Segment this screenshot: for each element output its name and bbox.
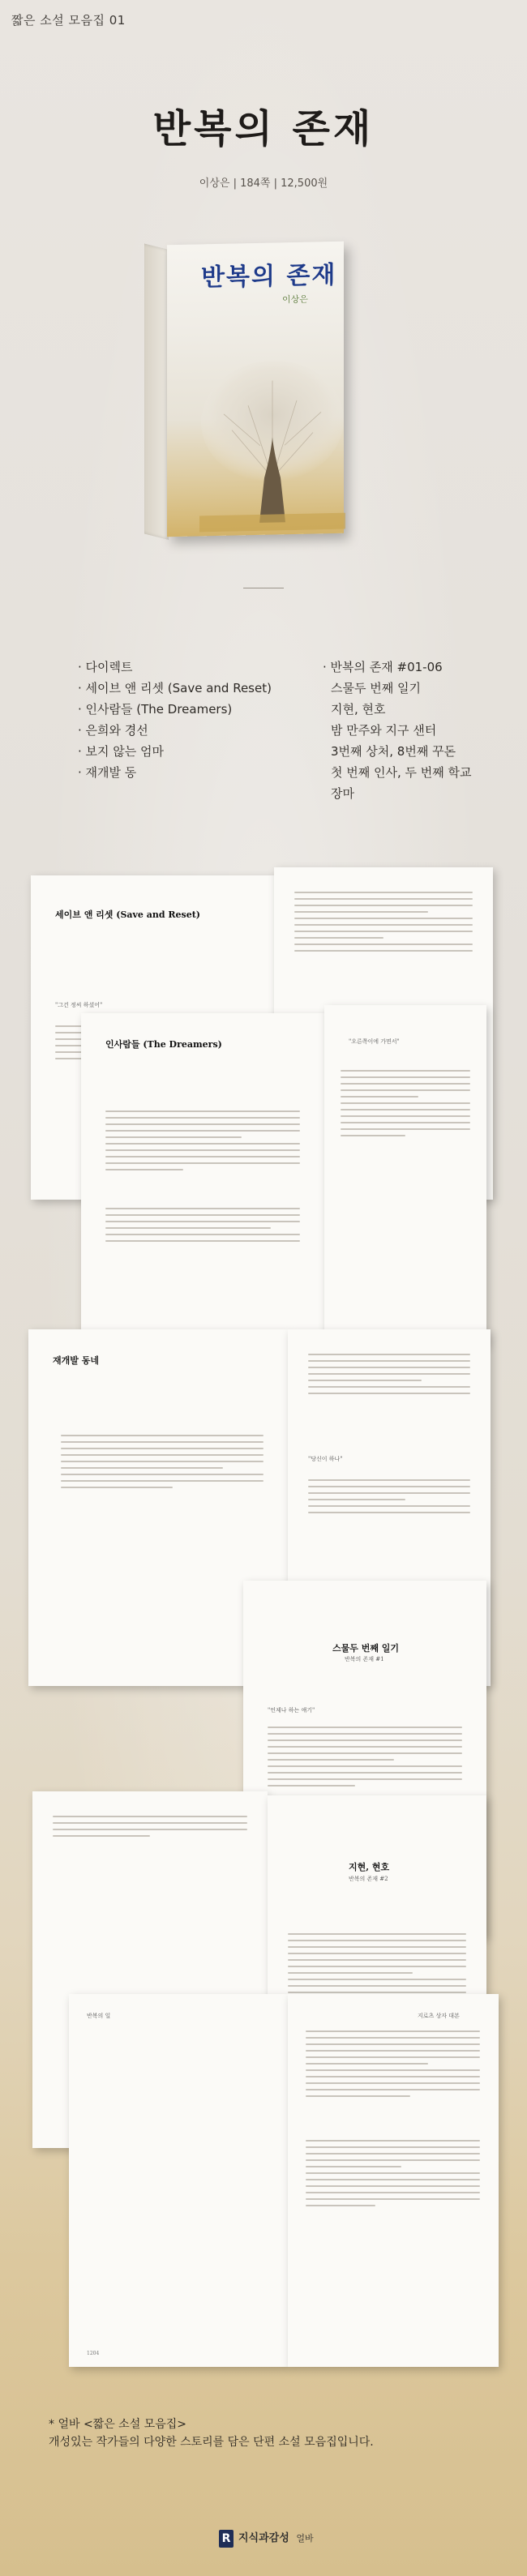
sample-page bbox=[324, 1005, 486, 1346]
page-running-head: 반복의 일 bbox=[87, 2013, 111, 2019]
page-number: 1204 bbox=[87, 2351, 100, 2356]
page-text-lines bbox=[341, 1070, 470, 1141]
page-quote: "그건 정씨 하셨어" bbox=[55, 1002, 103, 1008]
list-item: 첫 번째 인사, 두 번째 학교 bbox=[331, 765, 472, 780]
publisher-name: 지식과감성 bbox=[238, 2532, 289, 2544]
book-meta: 이상은 | 184쪽 | 12,500원 bbox=[199, 178, 328, 190]
page-text-lines bbox=[308, 1354, 470, 1399]
list-item: · 은희와 경선 bbox=[78, 723, 148, 738]
list-item: · 인사람들 (The Dreamers) bbox=[78, 702, 233, 717]
list-item: 밤 만주와 지구 샌터 bbox=[331, 723, 437, 738]
list-item: 지현, 현호 bbox=[331, 702, 386, 717]
page-heading: 세이브 앤 리셋 (Save and Reset) bbox=[55, 909, 201, 920]
footer-note-title: * 얼바 <짧은 소설 모음집> bbox=[49, 2418, 186, 2431]
publisher-logo bbox=[219, 2529, 314, 2548]
list-item: · 보지 않는 엄마 bbox=[78, 744, 165, 759]
page-text-lines bbox=[308, 1479, 470, 1518]
list-item: · 재개발 동 bbox=[78, 765, 137, 780]
list-item: 스물두 번째 일기 bbox=[331, 681, 421, 695]
page-running-head: 지로츠 상자 대본 bbox=[418, 2013, 460, 2019]
page-text-lines bbox=[105, 1110, 300, 1175]
publisher-logo-icon: R bbox=[219, 2530, 234, 2548]
footer-note-body: 개성있는 작가들의 다양한 스토리를 담은 단편 소설 모음집입니다. bbox=[49, 2436, 374, 2449]
tree-illustration-icon bbox=[199, 355, 345, 533]
cover-author: 이상은 bbox=[282, 293, 308, 306]
page-title: 반복의 존재 bbox=[152, 106, 375, 152]
page-quote: "당신이 하나" bbox=[308, 1456, 343, 1462]
page-text-lines bbox=[61, 1435, 264, 1493]
page-subheading: 반복의 존재 #1 bbox=[345, 1656, 384, 1662]
contents-list-left bbox=[78, 657, 272, 783]
book-spine bbox=[144, 244, 169, 540]
page-text-lines bbox=[268, 1727, 462, 1791]
list-item: · 세이브 앤 리셋 (Save and Reset) bbox=[78, 681, 272, 695]
page-heading: 재개발 동네 bbox=[53, 1355, 99, 1366]
series-label: 짧은 소설 모음집 01 bbox=[11, 13, 126, 28]
list-item: · 다이렉트 bbox=[78, 660, 133, 674]
page-heading: 인사람들 (The Dreamers) bbox=[105, 1039, 222, 1050]
page-heading: 지현, 현호 bbox=[349, 1862, 390, 1872]
sample-page bbox=[81, 1013, 324, 1362]
sample-page bbox=[69, 1994, 288, 2367]
page-text-lines bbox=[105, 1208, 300, 1247]
list-item: 장마 bbox=[331, 786, 354, 801]
footer-description bbox=[49, 2416, 374, 2451]
book-cover-image bbox=[144, 243, 347, 543]
publisher-imprint: 얼바 bbox=[296, 2533, 314, 2544]
page-subheading: 반복의 존재 #2 bbox=[349, 1876, 388, 1882]
list-heading: · 반복의 존재 #01-06 bbox=[323, 660, 443, 674]
book-front-cover bbox=[167, 242, 344, 537]
sample-page bbox=[288, 1994, 499, 2367]
page-quote: "언제나 하는 얘기" bbox=[268, 1707, 315, 1714]
page-text-lines bbox=[306, 2140, 480, 2211]
list-item: 3번째 상처, 8번째 꾸돈 bbox=[331, 744, 456, 759]
page-text-lines bbox=[53, 1816, 247, 1842]
page-quote: "오른쪽이에 가면서" bbox=[349, 1038, 400, 1045]
page-heading: 스물두 번째 일기 bbox=[332, 1643, 400, 1654]
page-text-lines bbox=[294, 892, 473, 956]
page-text-lines bbox=[306, 2030, 480, 2102]
cover-title: 반복의 존재 bbox=[201, 260, 337, 293]
contents-list-right bbox=[323, 657, 472, 804]
